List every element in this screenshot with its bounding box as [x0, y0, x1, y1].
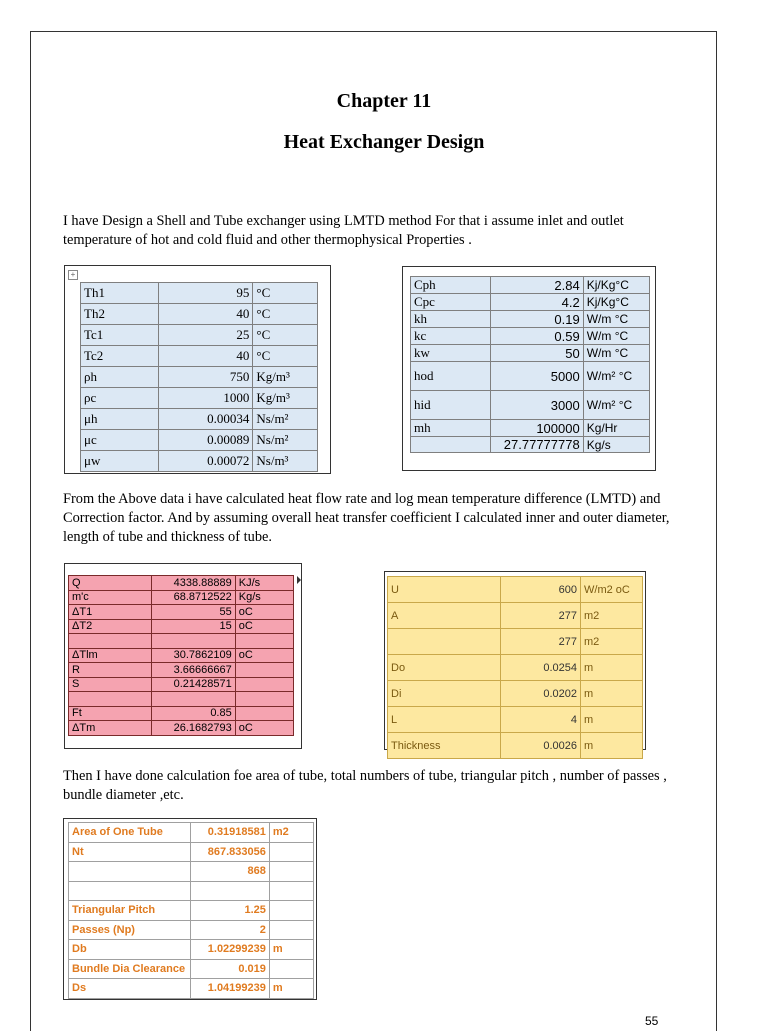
page-title: Heat Exchanger Design	[283, 131, 485, 153]
table2-value-cell: 5000	[491, 362, 583, 391]
table5-value-cell: 0.019	[191, 959, 270, 979]
intro-paragraph: I have Design a Shell and Tube exchanger using LMTD method For that i assume inlet and outlet temperature of hot and cold fluid and other thermophysical Properties .	[63, 213, 624, 248]
table3-unit-cell: oC	[235, 605, 293, 620]
table3-row	[69, 619, 294, 634]
table2-value-cell: 2.84	[491, 277, 583, 294]
tube-dimensions-table	[387, 576, 643, 759]
table2-row	[411, 328, 650, 345]
table5-value-cell: 1.02299239	[191, 940, 270, 960]
table2-row	[411, 362, 650, 391]
table1-label-cell: Th1	[81, 283, 159, 304]
table1-label-cell: μc	[81, 430, 159, 451]
table3-value-cell: 55	[151, 605, 235, 620]
table5-label-cell: Triangular Pitch	[69, 901, 191, 921]
table1-value-cell: 40	[158, 346, 252, 367]
table3-unit-cell: oC	[235, 619, 293, 634]
table5-unit-cell	[269, 842, 313, 862]
table5-row	[69, 881, 314, 901]
table3-row	[69, 692, 294, 707]
move-handle-icon[interactable]: +	[68, 270, 78, 280]
table5-label-cell: Ds	[69, 979, 191, 999]
table3-label-cell: S	[69, 677, 152, 692]
table5-row	[69, 862, 314, 882]
table1-row	[81, 325, 318, 346]
table1-label-cell: Tc2	[81, 346, 159, 367]
table2-value-cell: 100000	[491, 420, 583, 437]
table4-row	[388, 733, 643, 759]
table4-unit-cell: m	[581, 655, 643, 681]
table2-label-cell: kw	[411, 345, 491, 362]
table1-value-cell: 25	[158, 325, 252, 346]
table5-value-cell: 868	[191, 862, 270, 882]
table1-row	[81, 283, 318, 304]
table3-unit-cell: KJ/s	[235, 576, 293, 591]
table4-unit-cell: W/m2 oC	[581, 577, 643, 603]
table5-label-cell: Passes (Np)	[69, 920, 191, 940]
table5-label-cell	[69, 862, 191, 882]
table2-row	[411, 311, 650, 328]
table4-label-cell: A	[388, 603, 501, 629]
thermal-input-table-2	[410, 276, 650, 453]
table3-label-cell	[69, 692, 152, 707]
table1-row	[81, 367, 318, 388]
table3-row	[69, 706, 294, 721]
table3-row	[69, 605, 294, 620]
table5-unit-cell: m	[269, 940, 313, 960]
table3-value-cell: 0.21428571	[151, 677, 235, 692]
table2-row	[411, 420, 650, 437]
table1-unit-cell: °C	[253, 325, 318, 346]
table5-row	[69, 901, 314, 921]
table3-unit-cell: oC	[235, 648, 293, 663]
table1-value-cell: 0.00034	[158, 409, 252, 430]
table1-label-cell: μw	[81, 451, 159, 472]
table2-row	[411, 345, 650, 362]
table1-value-cell: 0.00072	[158, 451, 252, 472]
table3-unit-cell	[235, 677, 293, 692]
table4-value-cell: 277	[500, 603, 580, 629]
table2-label-cell: Cpc	[411, 294, 491, 311]
table2-label-cell: hod	[411, 362, 491, 391]
table5-unit-cell	[269, 959, 313, 979]
table2-label-cell	[411, 437, 491, 453]
table1-label-cell: Tc1	[81, 325, 159, 346]
table3-value-cell: 4338.88889	[151, 576, 235, 591]
table5-value-cell: 1.25	[191, 901, 270, 921]
tube-count-table	[68, 822, 314, 999]
table5-label-cell: Bundle Dia Clearance	[69, 959, 191, 979]
table4-unit-cell: m	[581, 681, 643, 707]
table1-row	[81, 304, 318, 325]
table4-value-cell: 277	[500, 629, 580, 655]
table2-label-cell: kh	[411, 311, 491, 328]
table4-unit-cell: m	[581, 733, 643, 759]
table2-row	[411, 437, 650, 453]
table3-label-cell: m'c	[69, 590, 152, 605]
table1-row	[81, 346, 318, 367]
table5-value-cell: 867.833056	[191, 842, 270, 862]
table3-value-cell	[151, 634, 235, 649]
table1-value-cell: 0.00089	[158, 430, 252, 451]
table3-value-cell: 68.8712522	[151, 590, 235, 605]
table3-value-cell	[151, 692, 235, 707]
table4-value-cell: 0.0026	[500, 733, 580, 759]
table2-row	[411, 277, 650, 294]
table1-label-cell: μh	[81, 409, 159, 430]
table3-row	[69, 663, 294, 678]
table4-label-cell: L	[388, 707, 501, 733]
table2-value-cell: 27.77777778	[491, 437, 583, 453]
table1-value-cell: 750	[158, 367, 252, 388]
table2-label-cell: hid	[411, 391, 491, 420]
table5-unit-cell	[269, 881, 313, 901]
table5-unit-cell: m2	[269, 823, 313, 843]
table5-label-cell: Db	[69, 940, 191, 960]
table1-value-cell: 40	[158, 304, 252, 325]
table1-unit-cell: Ns/m²	[253, 409, 318, 430]
table4-label-cell: Thickness	[388, 733, 501, 759]
table1-unit-cell: Kg/m³	[253, 367, 318, 388]
table3-label-cell: ΔTm	[69, 721, 152, 736]
table3-unit-cell: Kg/s	[235, 590, 293, 605]
table2-row	[411, 391, 650, 420]
table2-value-cell: 3000	[491, 391, 583, 420]
table5-label-cell	[69, 881, 191, 901]
table4-unit-cell: m	[581, 707, 643, 733]
table2-value-cell: 0.59	[491, 328, 583, 345]
table1-unit-cell: Ns/m²	[253, 430, 318, 451]
table3-row	[69, 634, 294, 649]
table5-row	[69, 959, 314, 979]
table3-row	[69, 677, 294, 692]
table4-label-cell: Do	[388, 655, 501, 681]
table1-unit-cell: °C	[253, 346, 318, 367]
table5-unit-cell	[269, 862, 313, 882]
table5-label-cell: Area of One Tube	[69, 823, 191, 843]
table5-row	[69, 823, 314, 843]
table3-value-cell: 30.7862109	[151, 648, 235, 663]
table3-label-cell: Q	[69, 576, 152, 591]
table2-value-cell: 50	[491, 345, 583, 362]
table3-row	[69, 648, 294, 663]
table2-unit-cell: Kg/Hr	[583, 420, 649, 437]
table5-row	[69, 842, 314, 862]
thermal-input-table-1	[80, 282, 318, 472]
table3-unit-cell	[235, 663, 293, 678]
table2-label-cell: kc	[411, 328, 491, 345]
table1-label-cell: ρc	[81, 388, 159, 409]
table2-label-cell: Cph	[411, 277, 491, 294]
table4-unit-cell: m2	[581, 603, 643, 629]
table4-label-cell: Di	[388, 681, 501, 707]
table1-value-cell: 95	[158, 283, 252, 304]
table3-row	[69, 721, 294, 736]
table2-unit-cell: Kj/Kg°C	[583, 277, 649, 294]
table1-row	[81, 451, 318, 472]
table2-row	[411, 294, 650, 311]
table2-unit-cell: Kg/s	[583, 437, 649, 453]
table4-value-cell: 0.0254	[500, 655, 580, 681]
scroll-arrow-icon	[297, 576, 301, 584]
table4-row	[388, 577, 643, 603]
table4-value-cell: 4	[500, 707, 580, 733]
table2-unit-cell: W/m °C	[583, 311, 649, 328]
table3-value-cell: 3.66666667	[151, 663, 235, 678]
table4-row	[388, 655, 643, 681]
table5-value-cell: 1.04199239	[191, 979, 270, 999]
table4-row	[388, 603, 643, 629]
table3-row	[69, 590, 294, 605]
table4-value-cell: 600	[500, 577, 580, 603]
table3-unit-cell	[235, 634, 293, 649]
table3-label-cell: ΔT1	[69, 605, 152, 620]
table1-unit-cell: °C	[253, 304, 318, 325]
table4-label-cell	[388, 629, 501, 655]
table1-unit-cell: Ns/m³	[253, 451, 318, 472]
table5-unit-cell	[269, 901, 313, 921]
table4-row	[388, 629, 643, 655]
table3-label-cell: R	[69, 663, 152, 678]
table1-row	[81, 430, 318, 451]
table5-unit-cell	[269, 920, 313, 940]
table2-value-cell: 4.2	[491, 294, 583, 311]
table2-unit-cell: W/m² °C	[583, 362, 649, 391]
calculation-paragraph: From the Above data i have calculated heat flow rate and log mean temperature difference (LMTD) and Correction factor. And by assuming overall heat transfer coefficient I calculated inner and outer diameter, length of tube and thickness of tube.	[63, 491, 670, 545]
table2-unit-cell: W/m °C	[583, 328, 649, 345]
table1-label-cell: Th2	[81, 304, 159, 325]
table2-unit-cell: Kj/Kg°C	[583, 294, 649, 311]
table3-label-cell: Ft	[69, 706, 152, 721]
table2-unit-cell: W/m °C	[583, 345, 649, 362]
chapter-heading: Chapter 11	[336, 90, 432, 112]
table3-label-cell: ΔTlm	[69, 648, 152, 663]
table5-label-cell: Nt	[69, 842, 191, 862]
table5-value-cell	[191, 881, 270, 901]
table3-row	[69, 576, 294, 591]
table3-value-cell: 15	[151, 619, 235, 634]
table3-label-cell	[69, 634, 152, 649]
table1-label-cell: ρh	[81, 367, 159, 388]
table2-label-cell: mh	[411, 420, 491, 437]
table5-unit-cell: m	[269, 979, 313, 999]
table3-unit-cell	[235, 692, 293, 707]
table4-row	[388, 707, 643, 733]
table1-row	[81, 388, 318, 409]
table4-label-cell: U	[388, 577, 501, 603]
table1-value-cell: 1000	[158, 388, 252, 409]
table5-row	[69, 920, 314, 940]
lmtd-results-table	[68, 575, 294, 736]
table1-unit-cell: °C	[253, 283, 318, 304]
table1-row	[81, 409, 318, 430]
table5-row	[69, 940, 314, 960]
table3-unit-cell: oC	[235, 721, 293, 736]
table4-row	[388, 681, 643, 707]
table2-value-cell: 0.19	[491, 311, 583, 328]
table5-row	[69, 979, 314, 999]
table3-value-cell: 26.1682793	[151, 721, 235, 736]
table4-value-cell: 0.0202	[500, 681, 580, 707]
table1-unit-cell: Kg/m³	[253, 388, 318, 409]
table3-value-cell: 0.85	[151, 706, 235, 721]
table3-unit-cell	[235, 706, 293, 721]
tube-calc-paragraph: Then I have done calculation foe area of tube, total numbers of tube, triangular pitch , number of passes , bundle diameter ,etc.	[63, 768, 667, 803]
table4-unit-cell: m2	[581, 629, 643, 655]
page-number: 55	[645, 1014, 659, 1028]
table5-value-cell: 2	[191, 920, 270, 940]
table5-value-cell: 0.31918581	[191, 823, 270, 843]
table2-unit-cell: W/m² °C	[583, 391, 649, 420]
table3-label-cell: ΔT2	[69, 619, 152, 634]
